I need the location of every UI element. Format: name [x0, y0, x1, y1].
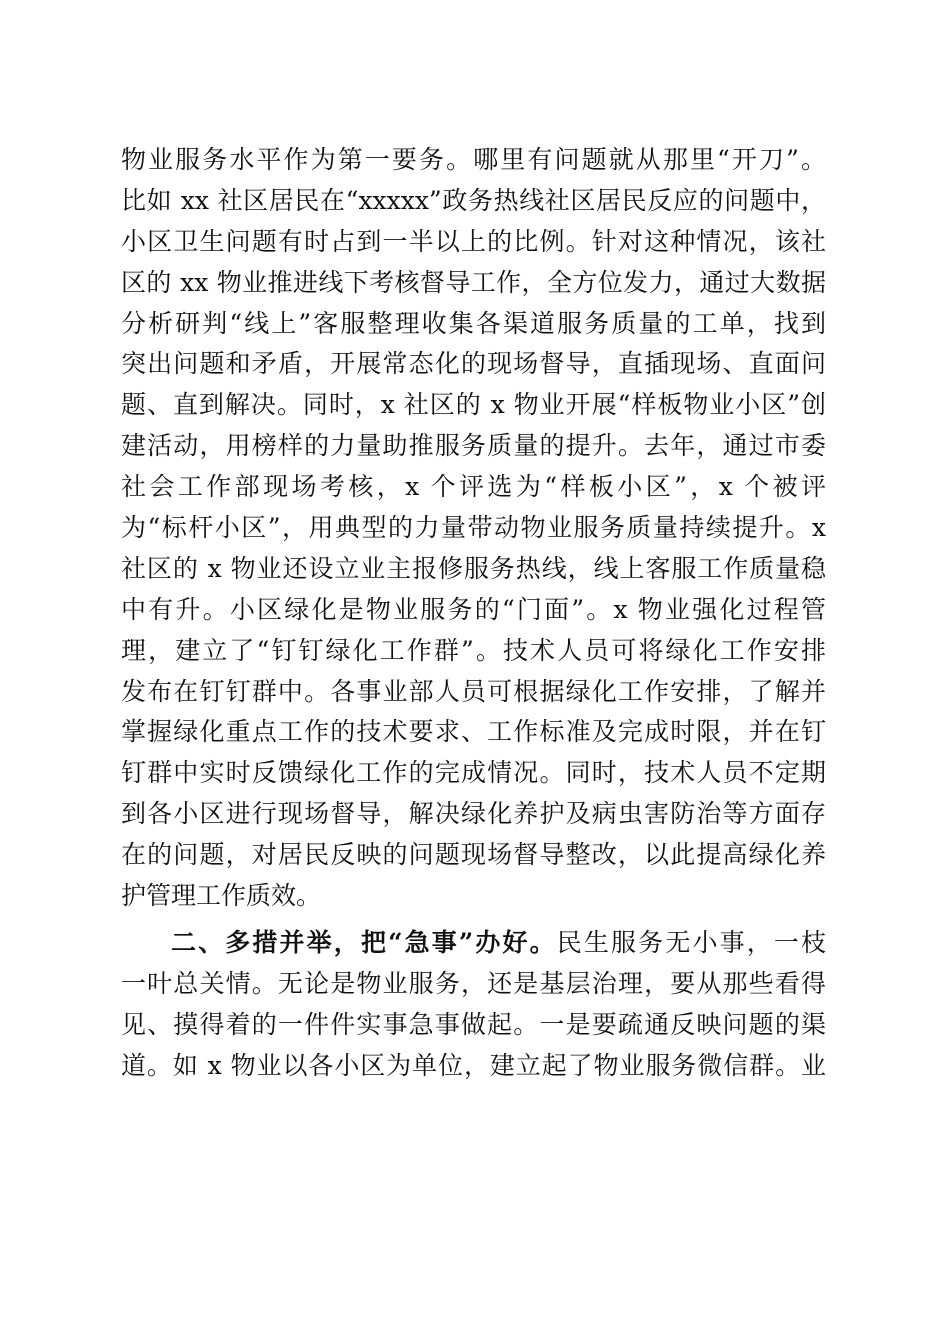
text-line: 道。如 x 物业以各小区为单位，建立起了物业服务微信群。业 — [121, 1050, 826, 1080]
text-line: 见、摸得着的一件件实事急事做起。一是要疏通反映问题的渠 — [121, 1009, 826, 1039]
text-line: 题、直到解决。同时，x 社区的 x 物业开展“样板物业小区”创 — [121, 390, 826, 420]
text-line: 发布在钉钉群中。各事业部人员可根据绿化工作安排，了解并 — [121, 676, 826, 706]
heading-line-rest: 民生服务无小事，一枝 — [556, 927, 826, 957]
text-line: 区的 xx 物业推进线下考核督导工作，全方位发力，通过大数据 — [121, 267, 826, 297]
paragraph-2 — [121, 923, 826, 1087]
text-line: 在的问题，对居民反映的问题现场督导整改，以此提高绿化养 — [121, 840, 826, 870]
text-line: 钉群中实时反馈绿化工作的完成情况。同时，技术人员不定期 — [121, 758, 826, 788]
text-line: 建活动，用榜样的力量助推服务质量的提升。去年，通过市委 — [121, 431, 826, 461]
text-line: 物业服务水平作为第一要务。哪里有问题就从那里“开刀”。 — [121, 145, 826, 174]
text-line: 护管理工作质效。 — [121, 881, 322, 911]
text-line: 比如 xx 社区居民在“xxxxx”政务热线社区居民反应的问题中， — [121, 185, 826, 215]
text-line: 小区卫生问题有时占到一半以上的比例。针对这种情况，该社 — [121, 226, 826, 256]
paragraph-1 — [121, 140, 826, 917]
text-line: 社区的 x 物业还设立业主报修服务热线，线上客服工作质量稳 — [121, 553, 826, 583]
section-heading: 二、多措并举，把“急事”办好。 — [171, 927, 557, 957]
body-text — [121, 140, 826, 1086]
text-line: 中有升。小区绿化是物业服务的“门面”。x 物业强化过程管 — [121, 594, 826, 624]
text-line: 分析研判“线上”客服整理收集各渠道服务质量的工单，找到 — [121, 308, 826, 338]
text-line: 一叶总关情。无论是物业服务，还是基层治理，要从那些看得 — [121, 968, 826, 998]
text-line: 理，建立了“钉钉绿化工作群”。技术人员可将绿化工作安排 — [121, 635, 826, 665]
text-line — [121, 923, 826, 964]
text-line: 为“标杆小区”，用典型的力量带动物业服务质量持续提升。x — [121, 513, 826, 543]
text-line: 掌握绿化重点工作的技术要求、工作标准及完成时限，并在钉 — [121, 717, 826, 747]
text-line: 突出问题和矛盾，开展常态化的现场督导，直插现场、直面问 — [121, 349, 826, 379]
text-line: 社会工作部现场考核，x 个评选为“样板小区”，x 个被评 — [121, 472, 826, 502]
text-line: 到各小区进行现场督导，解决绿化养护及病虫害防治等方面存 — [121, 799, 826, 829]
